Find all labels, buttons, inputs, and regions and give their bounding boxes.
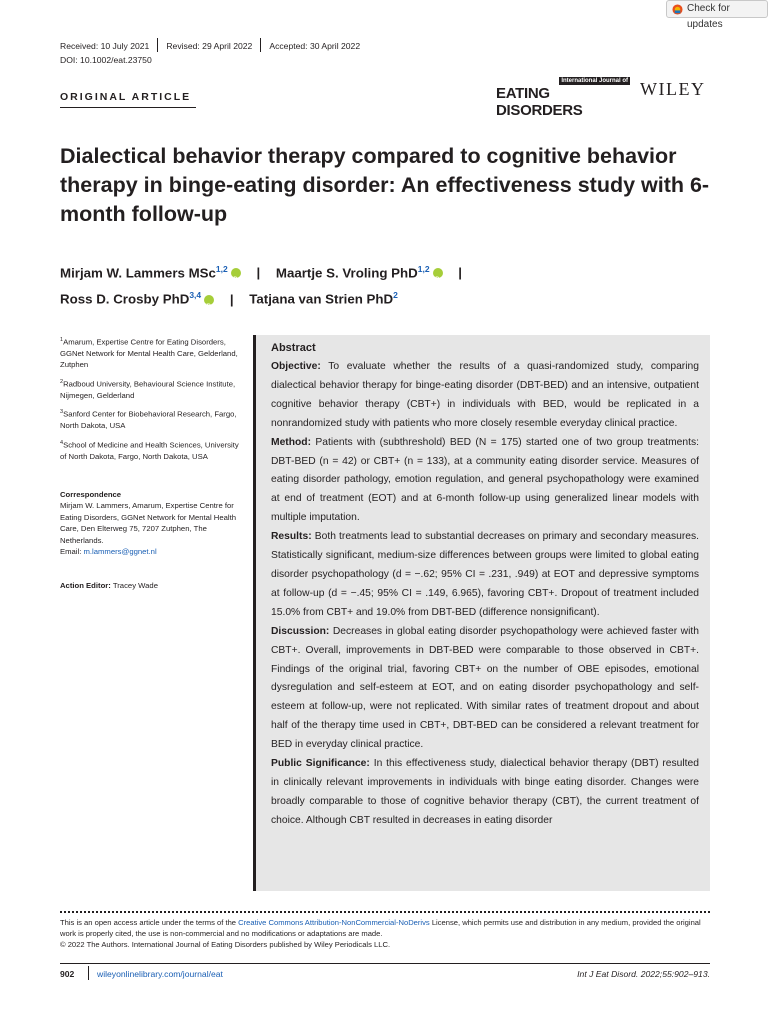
copyright: © 2022 The Authors. International Journal of Eating Disorders published by Wiley Periodicals LLC.	[60, 940, 391, 949]
abstract-side-bar	[253, 335, 256, 891]
license-note: This is an open access article under the terms of the Creative Commons Attribution-NonCommercial-NoDerivs License, which permits use and distribution in any medium, provided the original work is properly cited, the use is non-commercial and no modifications or adaptations are made. © 2022 The Authors. International Journal of Eating Disorders published by Wiley Periodicals LLC.	[60, 918, 701, 949]
author-affiliation: 2	[393, 290, 398, 301]
author-affiliation: 1,2	[417, 264, 430, 274]
abstract	[271, 339, 699, 831]
footer-divider	[60, 963, 710, 964]
orcid-icon[interactable]	[204, 295, 214, 305]
author-name: Maartje S. Vroling PhD	[275, 265, 418, 281]
revised-date: Revised: 29 April 2022	[166, 41, 253, 51]
author-separator: |	[256, 265, 261, 281]
accepted-date: Accepted: 30 April 2022	[269, 41, 361, 51]
orcid-icon[interactable]	[231, 268, 241, 278]
check-for-updates-label: Check for updates	[687, 3, 730, 30]
author-affiliation: 1,2	[215, 264, 228, 274]
publisher-logo: WILEY	[640, 79, 706, 99]
article-type: ORIGINAL ARTICLE	[60, 91, 192, 103]
author-name: Tatjana van Strien PhD	[249, 291, 394, 307]
action-editor-name: Tracey Wade	[112, 581, 158, 590]
abstract-method: Method: Patients with (subthreshold) BED (N = 175) started one of two group treatments: DBT-BED (n = 42) or CBT+ (n = 133), at a community eating disorder service. Measures of eating disorder pathology, emotion regulation, and general psychopathology were examined at end of treatment (EOT) and at 6-month follow-up using generalized linear models with multiple imputation.	[271, 436, 699, 524]
journal-url-link[interactable]: wileyonlinelibrary.com/journal/eat	[97, 969, 223, 979]
footnote-divider	[60, 911, 710, 913]
affiliation: $^2$Radboud University, Behavioural Science Institute, Nijmegen, Gelderland	[60, 378, 236, 400]
abstract-objective: Objective: To evaluate whether the results of a quasi-randomized study, comparing dialectical behavior therapy for binge-eating disorder (DBT-BED) and an intensive, outpatient cognitive behavior therapy (CBT+) in individuals with BED, would be replicated in a nonrandomized study with patients who more closely resemble everyday clinical practice.	[271, 361, 699, 429]
check-for-updates-button[interactable]	[666, 0, 768, 30]
action-editor	[60, 580, 245, 591]
affiliation: $^4$School of Medicine and Health Sciences, University of North Dakota, Fargo, North Dakota, USA	[60, 439, 239, 461]
journal-citation: Int J Eat Disord. 2022;55:902–913.	[577, 969, 710, 979]
article-dates	[60, 38, 360, 52]
author-affiliation: 3,4	[189, 290, 202, 301]
author-line-2	[60, 284, 710, 310]
correspondence-email-line: Email: m.lammers@ggnet.nl	[60, 547, 157, 557]
license-link[interactable]: Creative Commons Attribution-NonCommercial-NoDerivs	[238, 918, 430, 927]
divider	[260, 38, 261, 52]
abstract-heading: Abstract	[271, 342, 316, 354]
footer-separator	[88, 966, 89, 980]
orcid-icon[interactable]	[433, 268, 443, 278]
abstract-results: Results: Both treatments lead to substantial decreases on primary and secondary measures. Statistically significant, medium-size differences between groups were limited to global eating disorder psychopathology (d = −.62; 95% CI = .231, .949) at EOT and depressive symptoms at follow-up (d = −.45; 95% CI = .149, 6.965), favoring CBT+. Dropout of treatment included 15.0% from CBT+ and 19.0% from DBT-BED (difference nonsignificant).	[271, 531, 699, 618]
affiliation: $^1$Amarum, Expertise Centre for Eating Disorders, GGNet Network for Mental Health Care, Gelderland, Zutphen	[60, 337, 238, 370]
correspondence-heading: Correspondence	[60, 490, 122, 499]
correspondence	[60, 489, 245, 557]
correspondence-address: Mirjam W. Lammers, Amarum, Expertise Centre for Eating Disorders, GGNet Network for Mental Health Care, Den Elterweg 75, 7207 Zutphen, The Netherlands.	[60, 501, 237, 545]
divider	[157, 38, 158, 52]
article-title: Dialectical behavior therapy compared to cognitive behavior therapy in binge-eating disorder: An effectiveness study with 6-month follow-up	[60, 144, 710, 226]
received-date: Received: 10 July 2021	[60, 41, 150, 51]
page-number: 902	[60, 969, 75, 979]
email-link[interactable]: m.lammers@ggnet.nl	[83, 547, 157, 557]
doi: DOI: 10.1002/eat.23750	[60, 55, 152, 65]
author-separator: |	[458, 265, 463, 281]
author-name: Ross D. Crosby PhD	[60, 291, 190, 307]
journal-logo	[496, 77, 630, 119]
author-list	[60, 258, 710, 311]
action-editor-label: Action Editor:	[60, 581, 111, 590]
affiliations	[60, 335, 245, 468]
affiliation: $^3$Sanford Center for Biobehavioral Research, Fargo, North Dakota, USA	[60, 409, 237, 431]
journal-logo-small-text: International Journal of	[561, 78, 628, 84]
author-line-1	[60, 258, 710, 284]
journal-logo-name: EATING DISORDERS	[496, 85, 583, 119]
abstract-public-significance: Public Significance: In this effectiveness study, dialectical behavior therapy (DBT) resulted in clinically relevant improvements in individuals with binge eating disorder. Changes were broadly comparable to those of cognitive behavior therapy (CBT), the current treatment of choice. Although CBT resulted in decreases in eating disorder	[271, 758, 699, 826]
article-type-underline	[60, 107, 196, 108]
abstract-discussion: Discussion: Decreases in global eating disorder psychopathology were achieved faster with CBT+. Overall, improvements in DBT-BED were comparable to those observed in CBT+. Findings of the original trial, favoring CBT+ on the number of OBE episodes, emotional dysregulation and self-esteem at EOT, and on eating disorder psychopathology and self-esteem at follow-up, were not replicated. With similar rates of treatment dropout and about half of the therapy time used in CBT+, DBT-BED can be considered a relevant treatment for BED in everyday clinical practice.	[271, 625, 699, 751]
author-separator: |	[229, 291, 234, 307]
crossmark-icon	[672, 4, 683, 15]
author-name: Mirjam W. Lammers MSc	[60, 265, 216, 281]
